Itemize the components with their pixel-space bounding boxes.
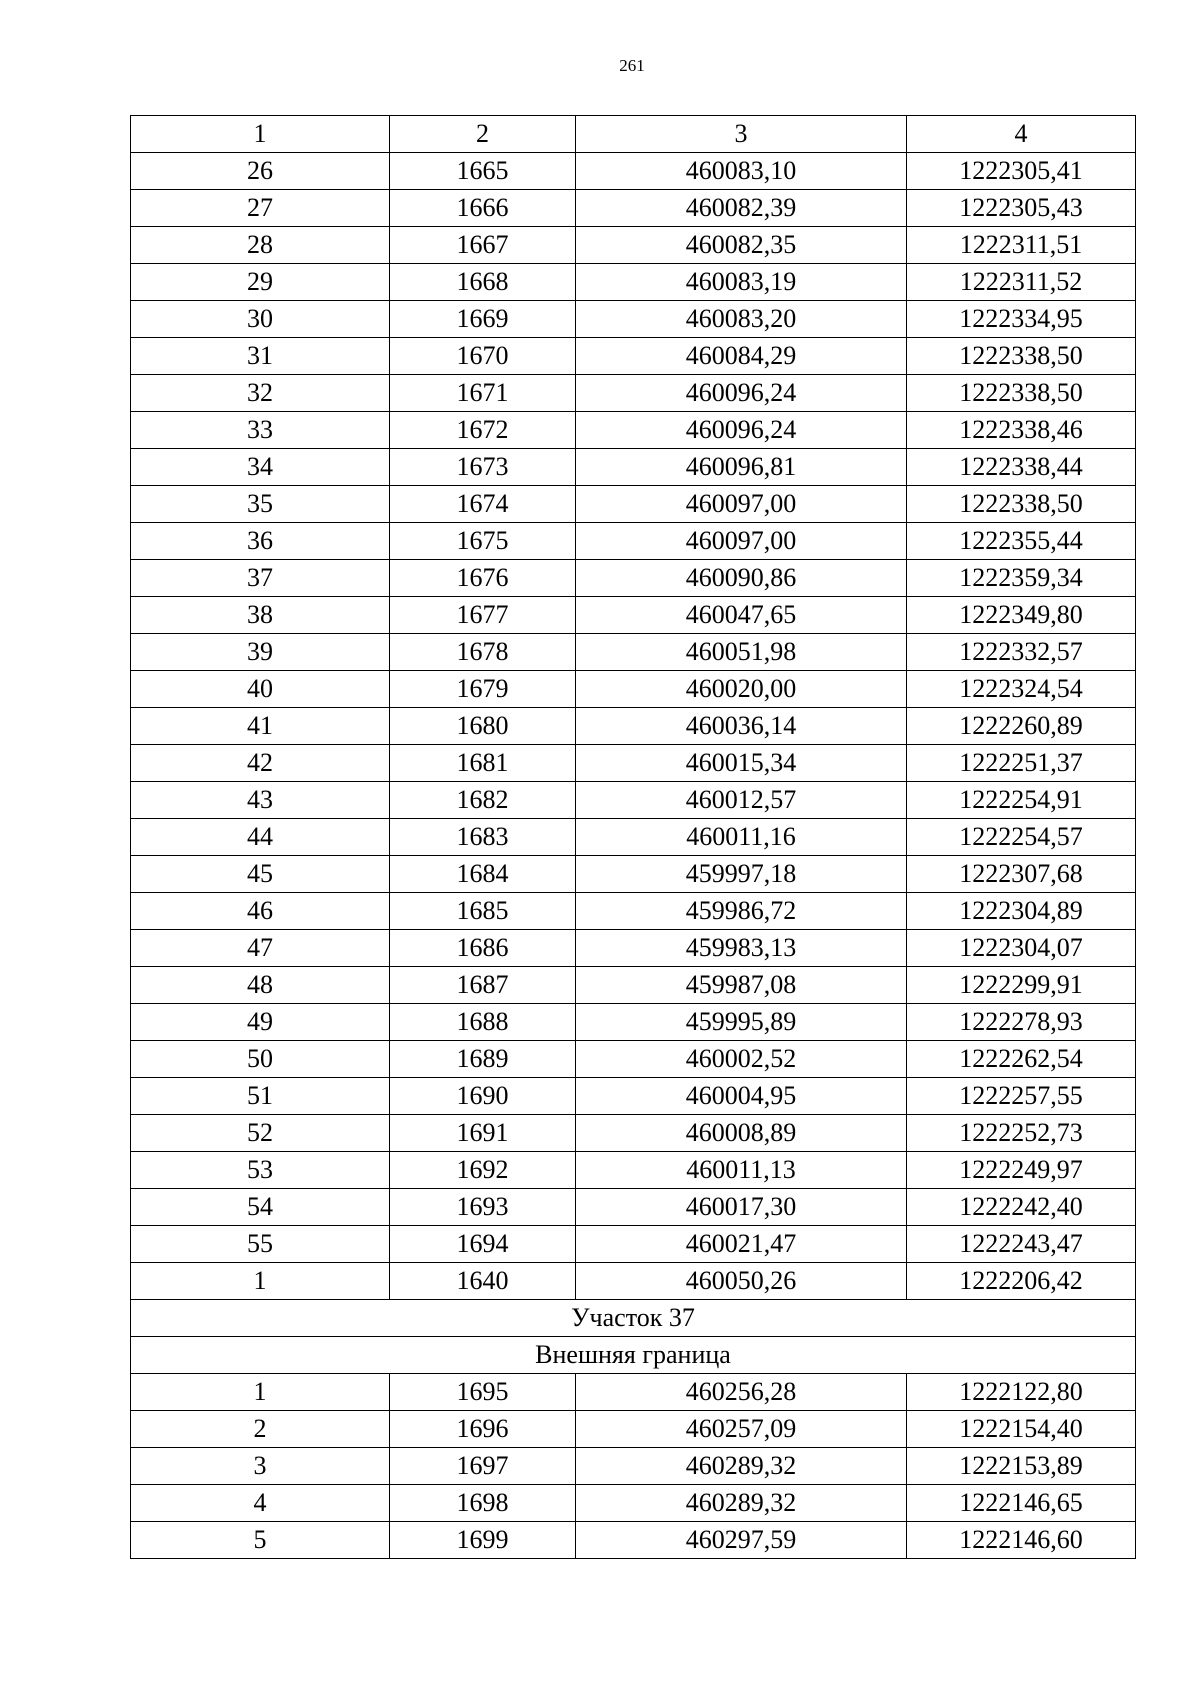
table-row	[131, 1189, 1136, 1226]
coordinates-table-body	[131, 116, 1136, 1559]
table-row	[131, 708, 1136, 745]
vertex-id-cell: 1673	[390, 449, 576, 486]
vertex-id-cell: 1672	[390, 412, 576, 449]
vertex-id-cell: 1670	[390, 338, 576, 375]
vertex-id-cell: 1681	[390, 745, 576, 782]
x-coordinate-cell: 460082,35	[576, 227, 907, 264]
x-coordinate-cell: 460082,39	[576, 190, 907, 227]
table-row	[131, 449, 1136, 486]
table-row	[131, 375, 1136, 412]
y-coordinate-cell: 1222299,91	[907, 967, 1136, 1004]
table-row	[131, 1226, 1136, 1263]
column-header-2: 2	[390, 116, 576, 153]
table-row	[131, 1004, 1136, 1041]
y-coordinate-cell: 1222122,80	[907, 1374, 1136, 1411]
table-row	[131, 1522, 1136, 1559]
table-row	[131, 1411, 1136, 1448]
x-coordinate-cell: 459983,13	[576, 930, 907, 967]
point-number-cell: 50	[131, 1041, 390, 1078]
x-coordinate-cell: 459995,89	[576, 1004, 907, 1041]
point-number-cell: 27	[131, 190, 390, 227]
table-row	[131, 1448, 1136, 1485]
vertex-id-cell: 1692	[390, 1152, 576, 1189]
x-coordinate-cell: 460297,59	[576, 1522, 907, 1559]
y-coordinate-cell: 1222254,57	[907, 819, 1136, 856]
table-row	[131, 671, 1136, 708]
vertex-id-cell: 1695	[390, 1374, 576, 1411]
vertex-id-cell: 1686	[390, 930, 576, 967]
y-coordinate-cell: 1222338,50	[907, 375, 1136, 412]
y-coordinate-cell: 1222355,44	[907, 523, 1136, 560]
vertex-id-cell: 1690	[390, 1078, 576, 1115]
y-coordinate-cell: 1222146,65	[907, 1485, 1136, 1522]
y-coordinate-cell: 1222334,95	[907, 301, 1136, 338]
table-row	[131, 930, 1136, 967]
point-number-cell: 34	[131, 449, 390, 486]
y-coordinate-cell: 1222338,50	[907, 338, 1136, 375]
y-coordinate-cell: 1222146,60	[907, 1522, 1136, 1559]
table-row	[131, 523, 1136, 560]
vertex-id-cell: 1675	[390, 523, 576, 560]
vertex-id-cell: 1682	[390, 782, 576, 819]
vertex-id-cell: 1669	[390, 301, 576, 338]
x-coordinate-cell: 460051,98	[576, 634, 907, 671]
table-row	[131, 338, 1136, 375]
point-number-cell: 46	[131, 893, 390, 930]
y-coordinate-cell: 1222262,54	[907, 1041, 1136, 1078]
section-subtitle-row	[131, 1337, 1136, 1374]
coordinates-table	[130, 115, 1136, 1559]
y-coordinate-cell: 1222153,89	[907, 1448, 1136, 1485]
y-coordinate-cell: 1222154,40	[907, 1411, 1136, 1448]
table-row	[131, 1263, 1136, 1300]
table-row	[131, 560, 1136, 597]
table-row	[131, 745, 1136, 782]
table-row	[131, 597, 1136, 634]
vertex-id-cell: 1684	[390, 856, 576, 893]
point-number-cell: 55	[131, 1226, 390, 1263]
x-coordinate-cell: 460257,09	[576, 1411, 907, 1448]
y-coordinate-cell: 1222305,43	[907, 190, 1136, 227]
vertex-id-cell: 1667	[390, 227, 576, 264]
vertex-id-cell: 1691	[390, 1115, 576, 1152]
point-number-cell: 53	[131, 1152, 390, 1189]
y-coordinate-cell: 1222324,54	[907, 671, 1136, 708]
point-number-cell: 29	[131, 264, 390, 301]
point-number-cell: 2	[131, 1411, 390, 1448]
point-number-cell: 35	[131, 486, 390, 523]
y-coordinate-cell: 1222249,97	[907, 1152, 1136, 1189]
table-row	[131, 227, 1136, 264]
vertex-id-cell: 1698	[390, 1485, 576, 1522]
y-coordinate-cell: 1222242,40	[907, 1189, 1136, 1226]
page-number: 261	[619, 56, 645, 75]
table-row	[131, 1374, 1136, 1411]
x-coordinate-cell: 460036,14	[576, 708, 907, 745]
point-number-cell: 41	[131, 708, 390, 745]
section-title: Участок 37	[131, 1300, 1136, 1337]
x-coordinate-cell: 460083,19	[576, 264, 907, 301]
point-number-cell: 42	[131, 745, 390, 782]
x-coordinate-cell: 460011,13	[576, 1152, 907, 1189]
vertex-id-cell: 1696	[390, 1411, 576, 1448]
point-number-cell: 43	[131, 782, 390, 819]
y-coordinate-cell: 1222338,44	[907, 449, 1136, 486]
x-coordinate-cell: 460256,28	[576, 1374, 907, 1411]
vertex-id-cell: 1687	[390, 967, 576, 1004]
vertex-id-cell: 1640	[390, 1263, 576, 1300]
table-row	[131, 301, 1136, 338]
point-number-cell: 28	[131, 227, 390, 264]
point-number-cell: 38	[131, 597, 390, 634]
x-coordinate-cell: 460097,00	[576, 523, 907, 560]
y-coordinate-cell: 1222305,41	[907, 153, 1136, 190]
point-number-cell: 30	[131, 301, 390, 338]
table-row	[131, 782, 1136, 819]
x-coordinate-cell: 459987,08	[576, 967, 907, 1004]
point-number-cell: 40	[131, 671, 390, 708]
y-coordinate-cell: 1222257,55	[907, 1078, 1136, 1115]
x-coordinate-cell: 460015,34	[576, 745, 907, 782]
point-number-cell: 51	[131, 1078, 390, 1115]
table-header-row	[131, 116, 1136, 153]
x-coordinate-cell: 460008,89	[576, 1115, 907, 1152]
column-header-1: 1	[131, 116, 390, 153]
y-coordinate-cell: 1222278,93	[907, 1004, 1136, 1041]
point-number-cell: 5	[131, 1522, 390, 1559]
table-row	[131, 1078, 1136, 1115]
x-coordinate-cell: 460096,24	[576, 375, 907, 412]
y-coordinate-cell: 1222251,37	[907, 745, 1136, 782]
y-coordinate-cell: 1222359,34	[907, 560, 1136, 597]
vertex-id-cell: 1685	[390, 893, 576, 930]
vertex-id-cell: 1668	[390, 264, 576, 301]
point-number-cell: 37	[131, 560, 390, 597]
point-number-cell: 54	[131, 1189, 390, 1226]
vertex-id-cell: 1674	[390, 486, 576, 523]
vertex-id-cell: 1699	[390, 1522, 576, 1559]
vertex-id-cell: 1683	[390, 819, 576, 856]
point-number-cell: 45	[131, 856, 390, 893]
section-title-row	[131, 1300, 1136, 1337]
y-coordinate-cell: 1222243,47	[907, 1226, 1136, 1263]
y-coordinate-cell: 1222304,07	[907, 930, 1136, 967]
column-header-4: 4	[907, 116, 1136, 153]
y-coordinate-cell: 1222254,91	[907, 782, 1136, 819]
point-number-cell: 36	[131, 523, 390, 560]
x-coordinate-cell: 460289,32	[576, 1485, 907, 1522]
x-coordinate-cell: 460011,16	[576, 819, 907, 856]
y-coordinate-cell: 1222338,46	[907, 412, 1136, 449]
point-number-cell: 47	[131, 930, 390, 967]
x-coordinate-cell: 460012,57	[576, 782, 907, 819]
y-coordinate-cell: 1222252,73	[907, 1115, 1136, 1152]
vertex-id-cell: 1677	[390, 597, 576, 634]
column-header-3: 3	[576, 116, 907, 153]
point-number-cell: 52	[131, 1115, 390, 1152]
x-coordinate-cell: 460047,65	[576, 597, 907, 634]
vertex-id-cell: 1688	[390, 1004, 576, 1041]
table-row	[131, 634, 1136, 671]
x-coordinate-cell: 460050,26	[576, 1263, 907, 1300]
x-coordinate-cell: 460090,86	[576, 560, 907, 597]
y-coordinate-cell: 1222338,50	[907, 486, 1136, 523]
table-row	[131, 856, 1136, 893]
vertex-id-cell: 1676	[390, 560, 576, 597]
vertex-id-cell: 1671	[390, 375, 576, 412]
vertex-id-cell: 1678	[390, 634, 576, 671]
x-coordinate-cell: 460021,47	[576, 1226, 907, 1263]
vertex-id-cell: 1666	[390, 190, 576, 227]
table-row	[131, 1041, 1136, 1078]
y-coordinate-cell: 1222206,42	[907, 1263, 1136, 1300]
point-number-cell: 39	[131, 634, 390, 671]
x-coordinate-cell: 460004,95	[576, 1078, 907, 1115]
table-row	[131, 190, 1136, 227]
y-coordinate-cell: 1222307,68	[907, 856, 1136, 893]
point-number-cell: 33	[131, 412, 390, 449]
x-coordinate-cell: 460020,00	[576, 671, 907, 708]
table-row	[131, 264, 1136, 301]
point-number-cell: 48	[131, 967, 390, 1004]
vertex-id-cell: 1689	[390, 1041, 576, 1078]
x-coordinate-cell: 459997,18	[576, 856, 907, 893]
x-coordinate-cell: 460289,32	[576, 1448, 907, 1485]
x-coordinate-cell: 460002,52	[576, 1041, 907, 1078]
table-row	[131, 1115, 1136, 1152]
vertex-id-cell: 1679	[390, 671, 576, 708]
y-coordinate-cell: 1222349,80	[907, 597, 1136, 634]
point-number-cell: 32	[131, 375, 390, 412]
x-coordinate-cell: 460096,81	[576, 449, 907, 486]
x-coordinate-cell: 460096,24	[576, 412, 907, 449]
table-row	[131, 153, 1136, 190]
vertex-id-cell: 1680	[390, 708, 576, 745]
x-coordinate-cell: 460083,10	[576, 153, 907, 190]
vertex-id-cell: 1693	[390, 1189, 576, 1226]
point-number-cell: 44	[131, 819, 390, 856]
point-number-cell: 1	[131, 1374, 390, 1411]
point-number-cell: 31	[131, 338, 390, 375]
point-number-cell: 49	[131, 1004, 390, 1041]
y-coordinate-cell: 1222332,57	[907, 634, 1136, 671]
x-coordinate-cell: 460017,30	[576, 1189, 907, 1226]
section-subtitle: Внешняя граница	[131, 1337, 1136, 1374]
table-row	[131, 1485, 1136, 1522]
point-number-cell: 4	[131, 1485, 390, 1522]
y-coordinate-cell: 1222260,89	[907, 708, 1136, 745]
table-row	[131, 1152, 1136, 1189]
vertex-id-cell: 1697	[390, 1448, 576, 1485]
vertex-id-cell: 1694	[390, 1226, 576, 1263]
table-row	[131, 412, 1136, 449]
table-row	[131, 486, 1136, 523]
vertex-id-cell: 1665	[390, 153, 576, 190]
point-number-cell: 3	[131, 1448, 390, 1485]
table-row	[131, 893, 1136, 930]
x-coordinate-cell: 460084,29	[576, 338, 907, 375]
point-number-cell: 1	[131, 1263, 390, 1300]
table-row	[131, 819, 1136, 856]
x-coordinate-cell: 460097,00	[576, 486, 907, 523]
point-number-cell: 26	[131, 153, 390, 190]
x-coordinate-cell: 459986,72	[576, 893, 907, 930]
table-row	[131, 967, 1136, 1004]
y-coordinate-cell: 1222311,51	[907, 227, 1136, 264]
x-coordinate-cell: 460083,20	[576, 301, 907, 338]
y-coordinate-cell: 1222304,89	[907, 893, 1136, 930]
y-coordinate-cell: 1222311,52	[907, 264, 1136, 301]
